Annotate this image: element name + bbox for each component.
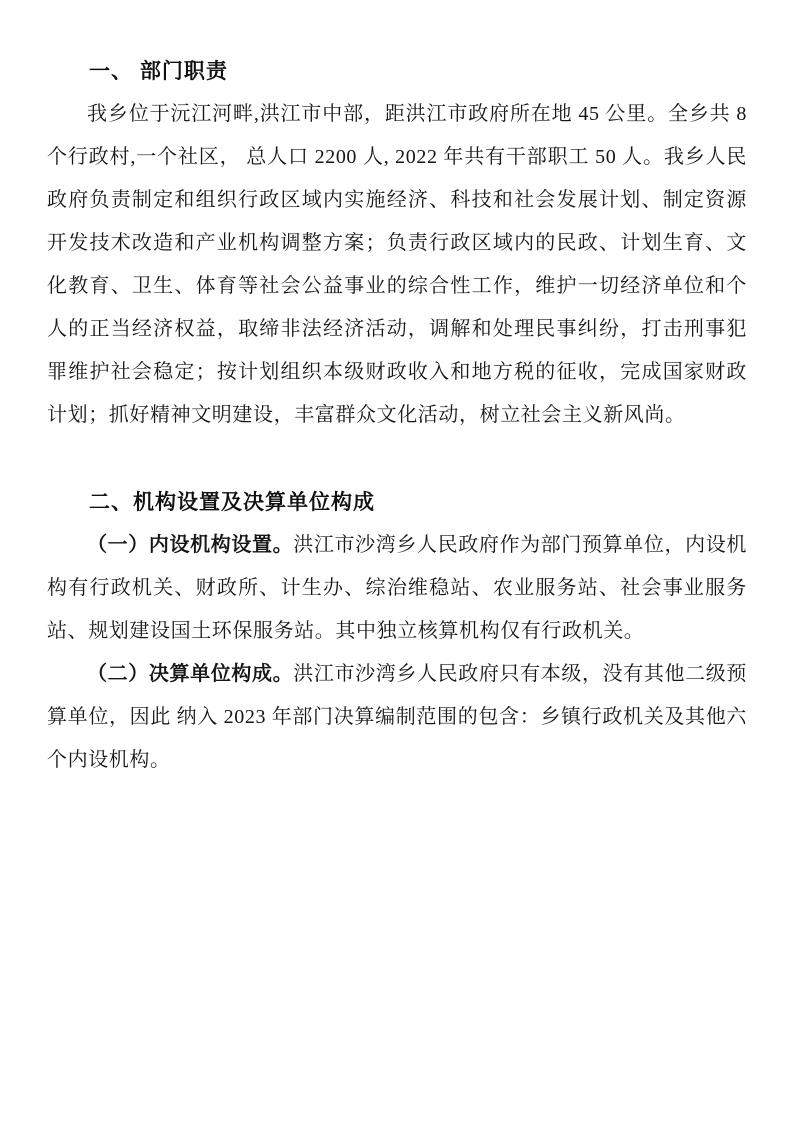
paragraph [47,524,747,653]
paragraph-body: 我乡位于沅江河畔,洪江市中部，距洪江市政府所在地 45 公里。全乡共 8 个行政村,一个社区， 总人口 2200 人, 2022 年共有干部职工 50 人。我乡人民政府负责制定和组织行政区域内实施经济、科技和社会发展计划、制定资源开发技术改造和产业机构调整方案；负责行政区域内的民政、计划生育、文化教育、卫生、体育等社会公益事业的综合性工作，维护一切经济单位和个人的正当经济权益，取缔非法经济活动，调解和处理民事纠纷，打击刑事犯罪维护社会稳定；按计划组织本级财政收入和地方税的征收，完成国家财政计划；抓好精神文明建设，丰富群众文化活动，树立社会主义新风尚。 [47,103,753,426]
section-heading: 二、机构设置及决算单位构成 [89,491,375,514]
section-org-structure [47,481,747,782]
paragraph [47,653,747,782]
paragraph-body: 洪江市沙湾乡人民政府作为部门预算单位，内设机构有行政机关、财政所、计生办、综治维稳站、农业服务站、社会事业服务站、规划建设国土环保服务站。其中独立核算机构仅有行政机关。 [47,534,748,642]
paragraph-body: 洪江市沙湾乡人民政府只有本级，没有其他二级预算单位，因此 纳入 2023 年部门决算编制范围的包含：乡镇行政机关及其他六个内设机构。 [47,663,748,771]
paragraph [47,93,753,437]
section-department-duties [47,50,753,437]
paragraph-lead: （二）决算单位构成。 [87,663,294,685]
paragraph-lead: （一）内设机构设置。 [87,534,294,556]
section-heading: 一、 部门职责 [89,60,228,83]
